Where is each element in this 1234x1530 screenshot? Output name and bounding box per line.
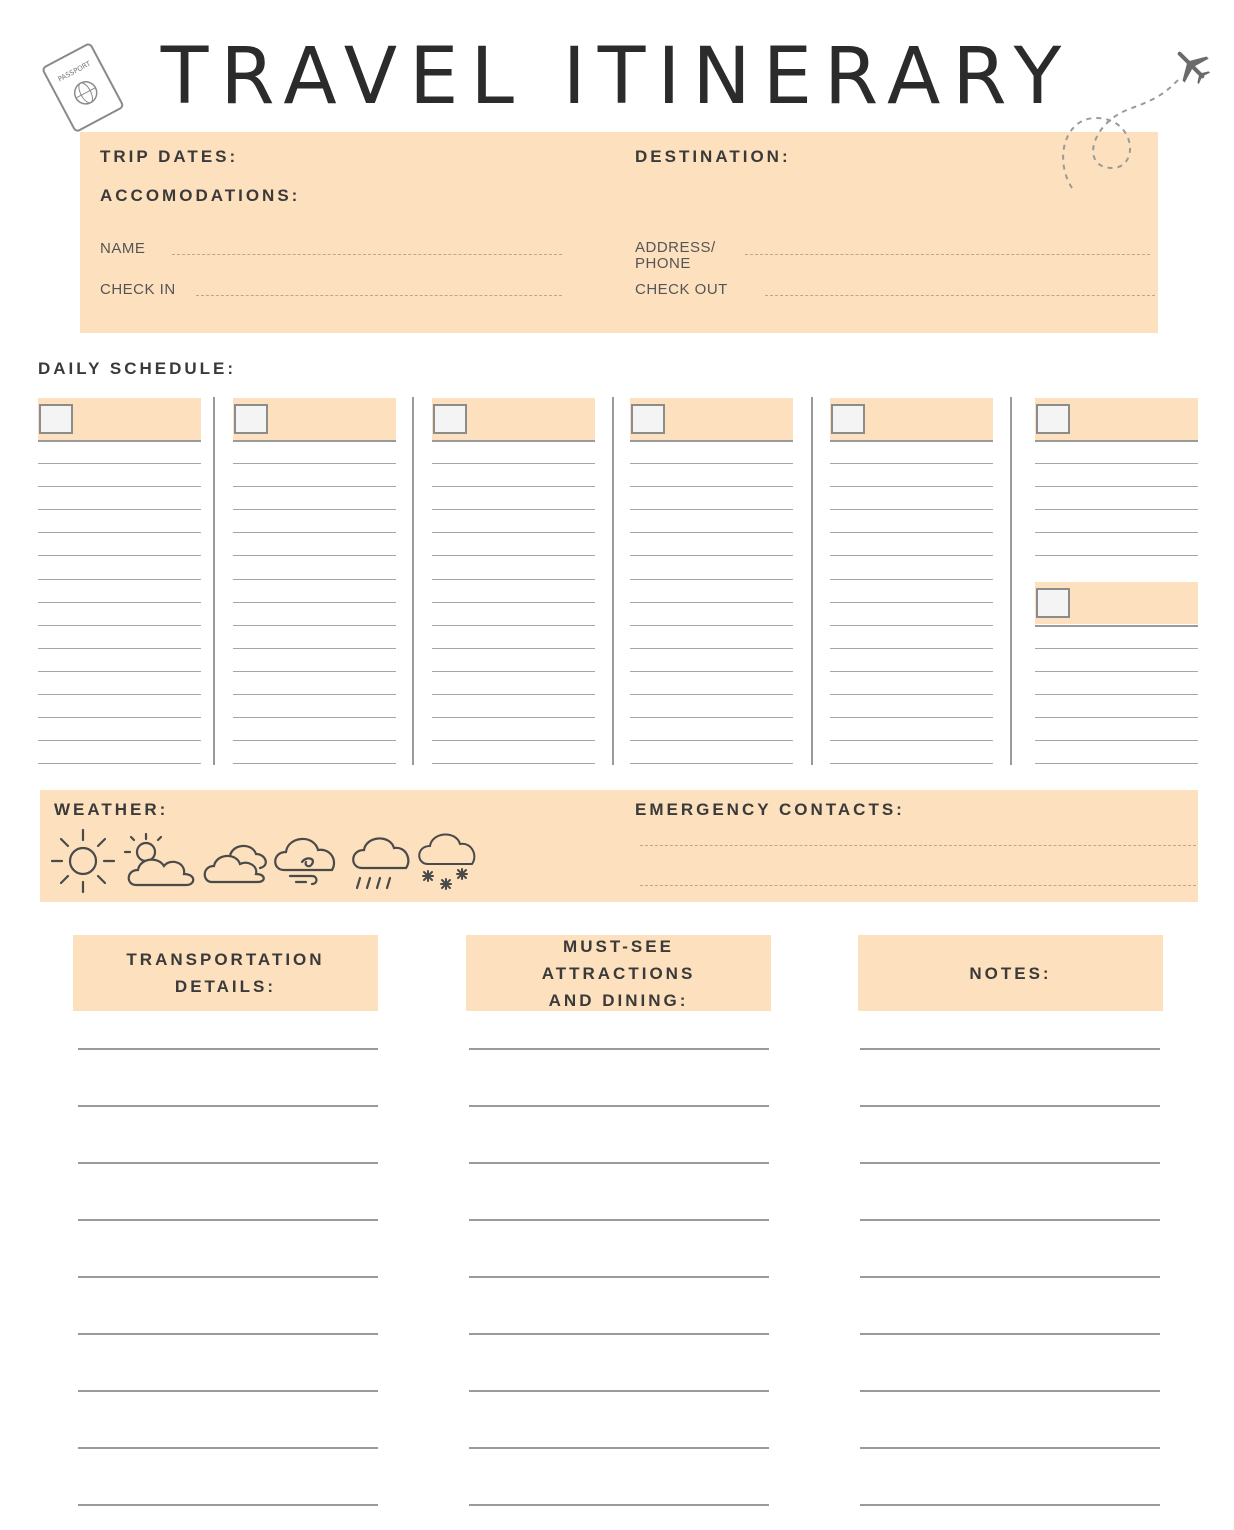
schedule-line[interactable] [432,648,595,649]
schedule-line[interactable] [233,717,396,718]
schedule-line[interactable] [38,602,201,603]
attractions-line[interactable] [469,1276,769,1278]
schedule-line[interactable] [830,671,993,672]
schedule-line[interactable] [1035,671,1198,672]
attractions-label-line3: AND DINING: [548,990,689,1010]
notes-line[interactable] [860,1333,1160,1335]
schedule-line[interactable] [830,463,993,464]
schedule-line[interactable] [233,486,396,487]
schedule-line[interactable] [630,463,793,464]
daily-schedule-label: DAILY SCHEDULE: [38,359,237,378]
transportation-line[interactable] [78,1219,378,1221]
schedule-line[interactable] [233,602,396,603]
schedule-line[interactable] [1035,532,1198,533]
notes-line[interactable] [860,1276,1160,1278]
check-out-label: CHECK OUT [635,281,728,298]
day-header-underline [830,440,993,442]
schedule-line[interactable] [830,509,993,510]
schedule-line[interactable] [432,717,595,718]
schedule-line[interactable] [432,486,595,487]
notes-line[interactable] [860,1219,1160,1221]
day-checkbox[interactable] [1036,588,1070,618]
column-divider [612,397,614,765]
schedule-line[interactable] [630,602,793,603]
accommodations-label: ACCOMODATIONS: [100,186,301,205]
attractions-line[interactable] [469,1447,769,1449]
attractions-line[interactable] [469,1333,769,1335]
attractions-label-line2: ATTRACTIONS [541,963,696,983]
schedule-line[interactable] [38,717,201,718]
transportation-line[interactable] [78,1162,378,1164]
trip-dates-label: TRIP DATES: [100,147,239,166]
schedule-line[interactable] [38,648,201,649]
schedule-line[interactable] [233,463,396,464]
schedule-line[interactable] [830,763,993,764]
schedule-line[interactable] [233,763,396,764]
transportation-line[interactable] [78,1276,378,1278]
attractions-line[interactable] [469,1105,769,1107]
notes-line[interactable] [860,1504,1160,1506]
transportation-line[interactable] [78,1105,378,1107]
destination-label: DESTINATION: [635,147,791,166]
schedule-line[interactable] [233,671,396,672]
schedule-line[interactable] [233,648,396,649]
day-header-underline [630,440,793,442]
notes-line[interactable] [860,1048,1160,1050]
schedule-line[interactable] [830,532,993,533]
day-header-underline [233,440,396,442]
schedule-line[interactable] [38,694,201,695]
name-field[interactable] [172,254,562,255]
schedule-line[interactable] [630,717,793,718]
schedule-line[interactable] [233,579,396,580]
schedule-line[interactable] [432,740,595,741]
schedule-line[interactable] [432,671,595,672]
trip-info-panel [80,132,1158,333]
transportation-details-header [73,935,378,1011]
day-checkbox[interactable] [234,404,268,434]
schedule-line[interactable] [630,555,793,556]
attractions-label-line1: MUST-SEE [563,936,674,956]
sun-icon [50,828,116,894]
day-checkbox[interactable] [39,404,73,434]
schedule-line[interactable] [233,509,396,510]
schedule-line[interactable] [830,740,993,741]
column-divider [1010,397,1012,765]
schedule-line[interactable] [1035,740,1198,741]
schedule-line[interactable] [1035,717,1198,718]
day-header-underline [38,440,201,442]
schedule-line[interactable] [830,555,993,556]
schedule-line[interactable] [233,532,396,533]
schedule-line[interactable] [830,694,993,695]
schedule-line[interactable] [830,625,993,626]
schedule-line[interactable] [38,740,201,741]
check-in-label: CHECK IN [100,281,176,298]
schedule-line[interactable] [432,763,595,764]
schedule-line[interactable] [233,740,396,741]
attractions-line[interactable] [469,1219,769,1221]
schedule-line[interactable] [432,602,595,603]
schedule-line[interactable] [630,579,793,580]
attractions-line[interactable] [469,1048,769,1050]
transportation-line[interactable] [78,1048,378,1050]
schedule-line[interactable] [830,579,993,580]
schedule-line[interactable] [1035,555,1198,556]
schedule-line[interactable] [1035,694,1198,695]
partly-sunny-icon [122,832,198,890]
column-divider [213,397,215,765]
emergency-contact-line[interactable] [640,845,1196,846]
day-checkbox[interactable] [631,404,665,434]
schedule-line[interactable] [38,625,201,626]
schedule-line[interactable] [630,509,793,510]
name-label: NAME [100,240,146,257]
schedule-line[interactable] [1035,486,1198,487]
schedule-line[interactable] [233,625,396,626]
notes-label: NOTES: [969,963,1052,983]
schedule-line[interactable] [38,509,201,510]
day-checkbox[interactable] [831,404,865,434]
column-divider [811,397,813,765]
page-title: TRAVEL ITINERARY [160,32,1074,122]
schedule-line[interactable] [630,740,793,741]
schedule-line[interactable] [630,648,793,649]
schedule-line[interactable] [1035,763,1198,764]
day-header-underline [1035,440,1198,442]
cloudy-icon [202,834,272,886]
transportation-line[interactable] [78,1447,378,1449]
transportation-line[interactable] [78,1504,378,1506]
schedule-line[interactable] [432,509,595,510]
day-header-underline [432,440,595,442]
schedule-line[interactable] [38,579,201,580]
address-phone-field[interactable] [745,254,1150,255]
emergency-contact-line[interactable] [640,885,1196,886]
transportation-label-line2: DETAILS: [174,977,277,996]
schedule-line[interactable] [830,486,993,487]
attractions-dining-header [466,935,771,1011]
schedule-line[interactable] [38,555,201,556]
schedule-line[interactable] [432,625,595,626]
schedule-line[interactable] [1035,648,1198,649]
schedule-line[interactable] [630,532,793,533]
column-divider [412,397,414,765]
day-checkbox[interactable] [1036,404,1070,434]
address-label-line2: PHONE [635,255,691,272]
day-header-underline [1035,625,1198,627]
schedule-line[interactable] [630,694,793,695]
schedule-line[interactable] [432,463,595,464]
snow-icon [416,826,478,892]
notes-line[interactable] [860,1162,1160,1164]
check-in-field[interactable] [196,295,562,296]
schedule-line[interactable] [432,694,595,695]
emergency-contacts-label: EMERGENCY CONTACTS: [635,800,905,819]
notes-header [858,935,1163,1011]
schedule-line[interactable] [1035,509,1198,510]
notes-line[interactable] [860,1447,1160,1449]
schedule-line[interactable] [38,532,201,533]
svg-text:PASSPORT: PASSPORT [56,59,93,84]
rain-icon [350,830,412,894]
notes-line[interactable] [860,1105,1160,1107]
schedule-line[interactable] [38,671,201,672]
schedule-line[interactable] [38,763,201,764]
schedule-line[interactable] [630,486,793,487]
windy-cloud-icon [272,826,338,892]
schedule-line[interactable] [830,648,993,649]
attractions-line[interactable] [469,1504,769,1506]
address-label-line1: ADDRESS/ [635,239,716,256]
schedule-line[interactable] [630,763,793,764]
schedule-line[interactable] [38,463,201,464]
notes-line[interactable] [860,1390,1160,1392]
schedule-line[interactable] [1035,463,1198,464]
day-checkbox[interactable] [433,404,467,434]
schedule-line[interactable] [630,671,793,672]
schedule-line[interactable] [38,486,201,487]
attractions-line[interactable] [469,1162,769,1164]
schedule-line[interactable] [233,555,396,556]
attractions-line[interactable] [469,1390,769,1392]
schedule-line[interactable] [233,694,396,695]
transportation-line[interactable] [78,1333,378,1335]
check-out-field[interactable] [765,295,1155,296]
address-label [635,240,716,272]
schedule-line[interactable] [432,579,595,580]
schedule-line[interactable] [830,717,993,718]
weather-label: WEATHER: [54,800,169,819]
transportation-label-line1: TRANSPORTATION [126,950,325,969]
schedule-line[interactable] [630,625,793,626]
schedule-line[interactable] [432,532,595,533]
schedule-line[interactable] [830,602,993,603]
transportation-line[interactable] [78,1390,378,1392]
airplane-icon [1170,44,1212,86]
schedule-line[interactable] [432,555,595,556]
